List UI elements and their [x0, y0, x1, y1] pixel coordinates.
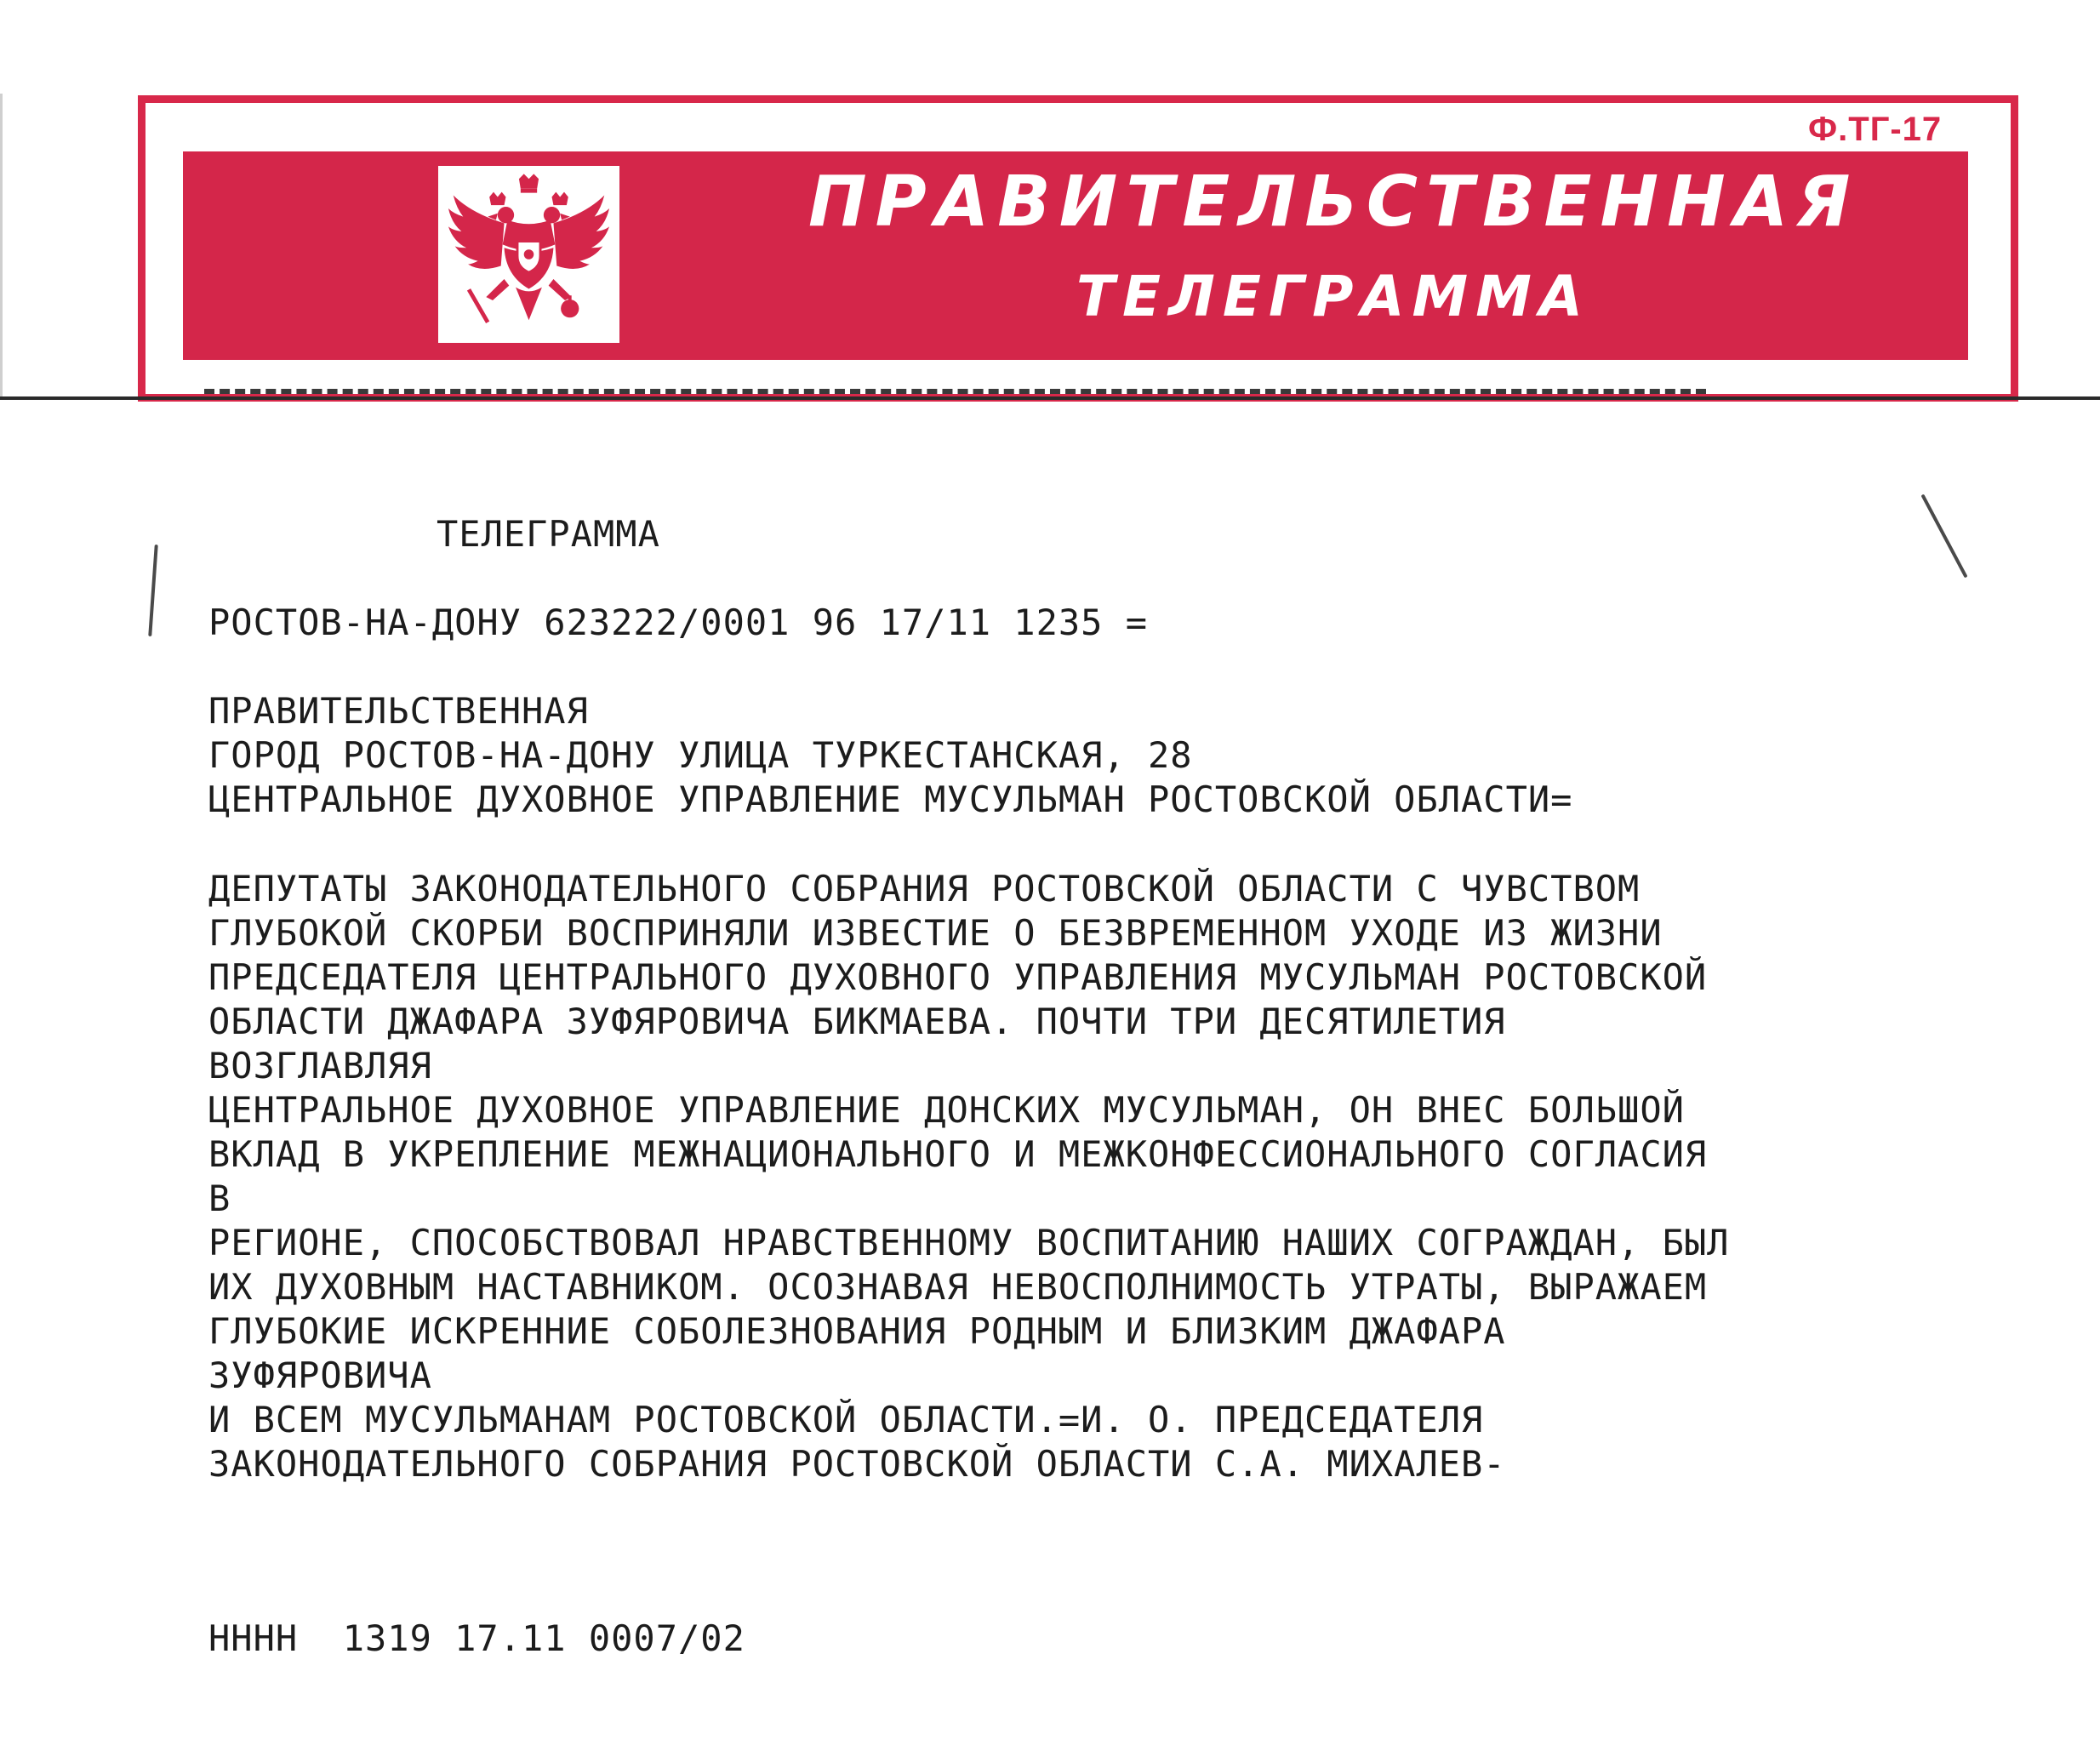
sheet-edge — [0, 94, 3, 400]
body-line: ИХ ДУХОВНЫМ НАСТАВНИКОМ. ОСОЗНАВАЯ НЕВОСПОЛНИМОСТЬ УТРАТЫ, ВЫРАЖАЕМ — [208, 1266, 1708, 1308]
blank-title: ПРАВИТЕЛЬСТВЕННАЯ — [808, 162, 1859, 242]
form-code: Ф.ТГ-17 — [1808, 111, 1943, 148]
body-line: ЗУФЯРОВИЧА — [208, 1355, 432, 1396]
address-line: ЦЕНТРАЛЬНОЕ ДУХОВНОЕ УПРАВЛЕНИЕ МУСУЛЬМАН РОСТОВСКОЙ ОБЛАСТИ= — [208, 779, 1573, 820]
tear-perforation — [204, 389, 1706, 394]
body-line: ДЕПУТАТЫ ЗАКОНОДАТЕЛЬНОГО СОБРАНИЯ РОСТОВСКОЙ ОБЛАСТИ С ЧУВСТВОМ — [208, 868, 1641, 910]
body-line: ВКЛАД В УКРЕПЛЕНИЕ МЕЖНАЦИОНАЛЬНОГО И МЕЖКОНФЕССИОНАЛЬНОГО СОГЛАСИЯ — [208, 1133, 1708, 1175]
body-line: ЦЕНТРАЛЬНОЕ ДУХОВНОЕ УПРАВЛЕНИЕ ДОНСКИХ МУСУЛЬМАН, ОН ВНЕС БОЛЬШОЙ — [208, 1089, 1685, 1131]
body-line: ПРЕДСЕДАТЕЛЯ ЦЕНТРАЛЬНОГО ДУХОВНОГО УПРАВЛЕНИЯ МУСУЛЬМАН РОСТОВСКОЙ — [208, 956, 1708, 998]
body-line: ОБЛАСТИ ДЖАФАРА ЗУФЯРОВИЧА БИКМАЕВА. ПОЧТИ ТРИ ДЕСЯТИЛЕТИЯ — [208, 1001, 1506, 1042]
blank-subtitle: ТЕЛЕГРАММА — [1076, 264, 1590, 329]
body-line: РЕГИОНЕ, СПОСОБСТВОВАЛ НРАВСТВЕННОМУ ВОСПИТАНИЮ НАШИХ СОГРАЖДАН, БЫЛ — [208, 1222, 1730, 1263]
service-line: РОСТОВ-НА-ДОНУ 623222/0001 96 17/11 1235 = — [208, 602, 1149, 643]
emblem-box — [438, 166, 619, 343]
sheet-top-edge — [0, 396, 2100, 400]
body-line: В — [208, 1178, 231, 1219]
body-line: ЗАКОНОДАТЕЛЬНОГО СОБРАНИЯ РОСТОВСКОЙ ОБЛАСТИ С.А. МИХАЛЕВ- — [208, 1443, 1506, 1485]
address-line: ПРАВИТЕЛЬСТВЕННАЯ — [208, 690, 589, 732]
body-line: ВОЗГЛАВЛЯЯ — [208, 1045, 432, 1087]
body-line: ГЛУБОКОЙ СКОРБИ ВОСПРИНЯЛИ ИЗВЕСТИЕ О БЕЗВРЕМЕННОМ УХОДЕ ИЗ ЖИЗНИ — [208, 912, 1663, 954]
russian-coat-of-arms-icon — [447, 171, 611, 338]
body-line: ГЛУБОКИЕ ИСКРЕННИЕ СОБОЛЕЗНОВАНИЯ РОДНЫМ И БЛИЗКИМ ДЖАФАРА — [208, 1310, 1506, 1352]
telegram-heading: ТЕЛЕГРАММА — [437, 513, 660, 555]
footer-service-code: НННН 1319 17.11 0007/02 — [208, 1617, 745, 1659]
address-line: ГОРОД РОСТОВ-НА-ДОНУ УЛИЦА ТУРКЕСТАНСКАЯ, 28 — [208, 734, 1193, 776]
body-line: И ВСЕМ МУСУЛЬМАНАМ РОСТОВСКОЙ ОБЛАСТИ.=И. О. ПРЕДСЕДАТЕЛЯ — [208, 1399, 1484, 1440]
